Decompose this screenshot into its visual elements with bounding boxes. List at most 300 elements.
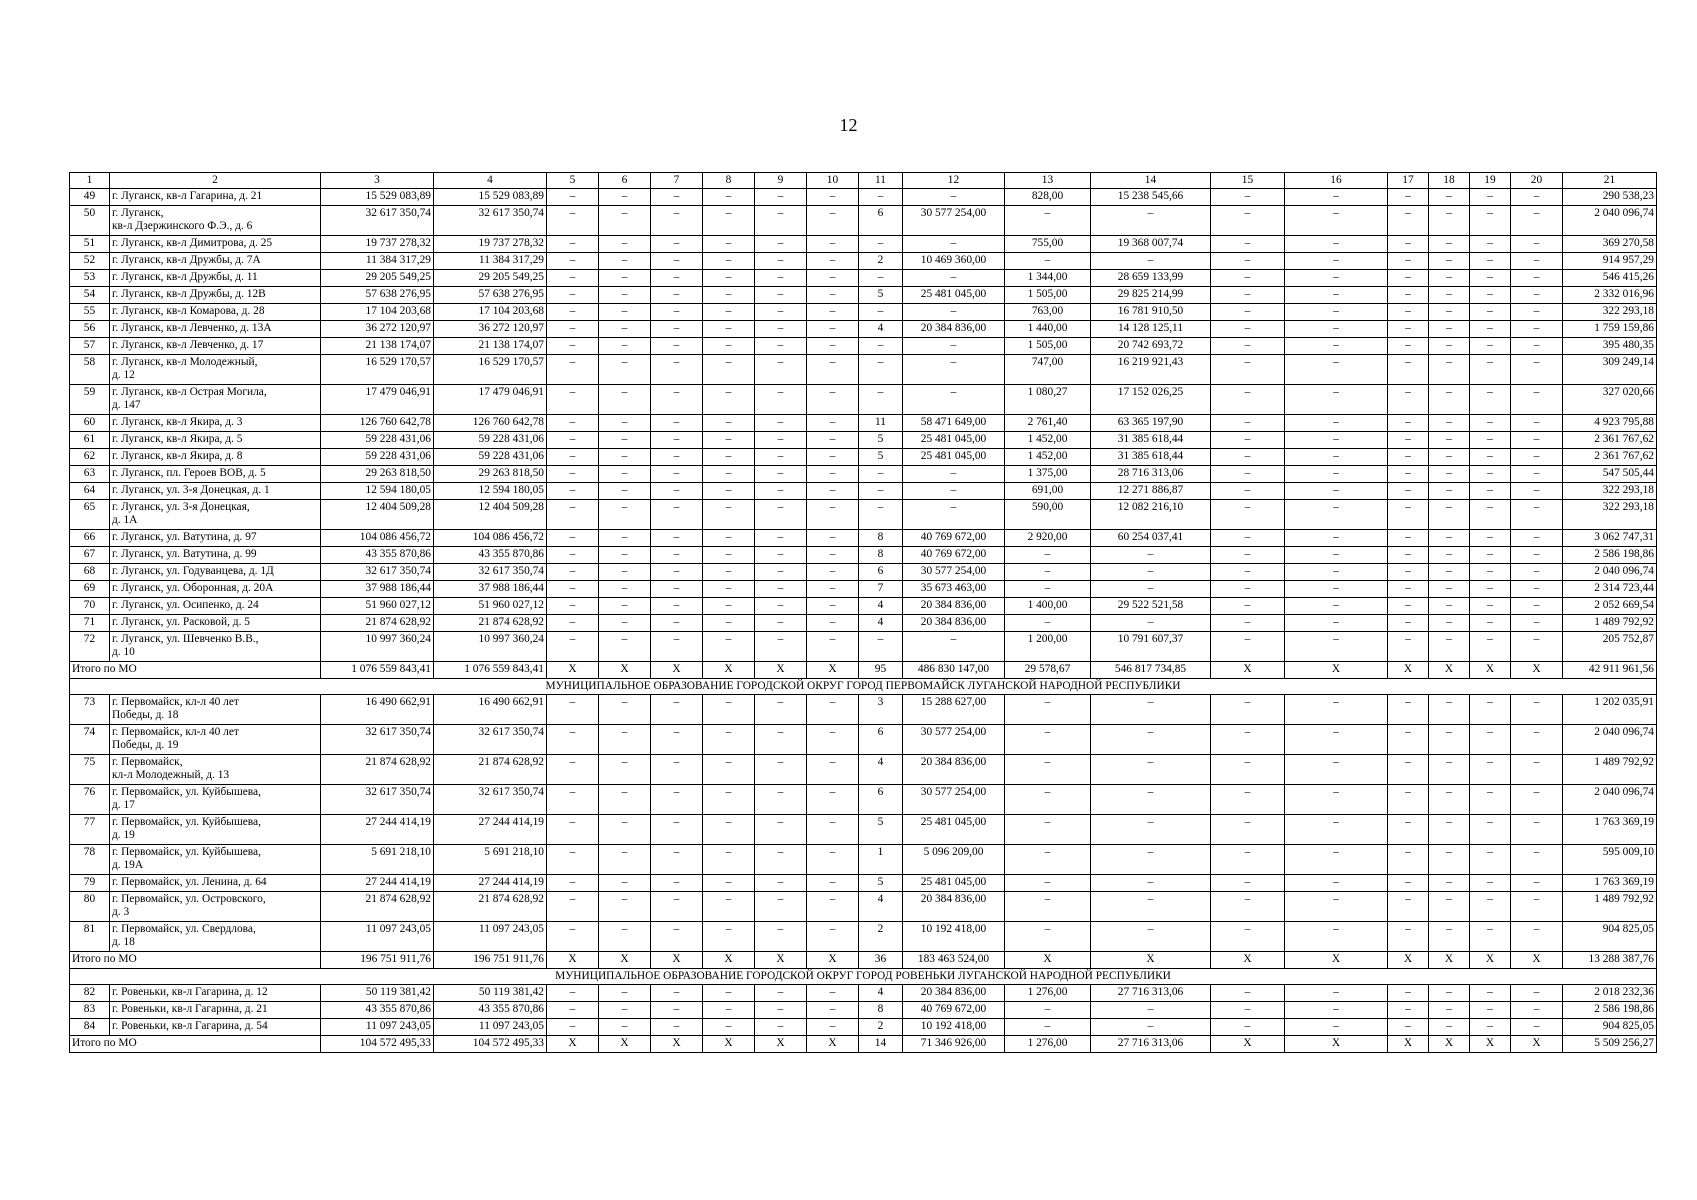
table-cell: 29 263 818,50 (321, 466, 434, 483)
table-cell: – (1470, 922, 1511, 952)
table-cell: – (1285, 355, 1388, 385)
table-cell: – (547, 304, 599, 321)
table-cell: – (703, 725, 755, 755)
table-cell: – (807, 632, 859, 662)
table-cell: – (1429, 304, 1470, 321)
table-cell: – (547, 287, 599, 304)
table-cell: X (1005, 952, 1091, 969)
table-cell: X (703, 662, 755, 679)
table-cell: – (1285, 483, 1388, 500)
table-cell: – (703, 236, 755, 253)
table-cell: – (807, 321, 859, 338)
table-cell: – (599, 500, 651, 530)
table-cell: – (547, 922, 599, 952)
table-cell: – (1211, 598, 1285, 615)
table-cell: – (1429, 815, 1470, 845)
table-cell: – (1285, 466, 1388, 483)
table-cell: 322 293,18 (1563, 500, 1657, 530)
table-cell: – (807, 922, 859, 952)
table-cell: г. Луганск, кв-л Молодежный, д. 12 (110, 355, 321, 385)
table-cell: – (1511, 253, 1563, 270)
column-header: 13 (1005, 173, 1091, 189)
table-cell: 58 (70, 355, 110, 385)
table-cell: – (755, 695, 807, 725)
table-cell: 62 (70, 449, 110, 466)
table-cell: 19 737 278,32 (321, 236, 434, 253)
table-cell: – (1511, 466, 1563, 483)
table-cell: 37 988 186,44 (434, 581, 547, 598)
table-cell: – (1470, 815, 1511, 845)
table-cell: 14 128 125,11 (1091, 321, 1211, 338)
table-cell: – (1211, 615, 1285, 632)
table-cell: – (755, 304, 807, 321)
table-cell: 4 923 795,88 (1563, 415, 1657, 432)
table-cell: г. Луганск, ул. 3-я Донецкая, д. 1А (110, 500, 321, 530)
table-cell: – (755, 206, 807, 236)
table-cell: – (1511, 632, 1563, 662)
table-cell: – (807, 432, 859, 449)
table-cell: – (807, 483, 859, 500)
table-cell: X (1211, 662, 1285, 679)
table-cell: – (903, 385, 1005, 415)
table-cell: – (807, 785, 859, 815)
table-row (70, 385, 1657, 415)
total-label: Итого по МО (70, 1036, 321, 1053)
table-cell: – (599, 615, 651, 632)
table-cell: – (1211, 815, 1285, 845)
column-header: 6 (599, 173, 651, 189)
column-header: 15 (1211, 173, 1285, 189)
table-cell: – (547, 725, 599, 755)
table-cell: – (1388, 321, 1429, 338)
table-cell: – (755, 321, 807, 338)
table-cell: – (755, 815, 807, 845)
table-cell: – (755, 189, 807, 206)
table-cell: X (1285, 662, 1388, 679)
table-cell: – (1388, 189, 1429, 206)
table-cell: – (1091, 547, 1211, 564)
table-cell: – (1211, 206, 1285, 236)
table-cell: – (1211, 1019, 1285, 1036)
table-cell: – (903, 466, 1005, 483)
table-cell: 81 (70, 922, 110, 952)
table-cell: 54 (70, 287, 110, 304)
table-cell: – (1285, 432, 1388, 449)
table-cell: 2 761,40 (1005, 415, 1091, 432)
table-cell: 20 384 836,00 (903, 985, 1005, 1002)
table-cell: – (1211, 755, 1285, 785)
table-cell: 19 737 278,32 (434, 236, 547, 253)
table-cell: – (1211, 581, 1285, 598)
table-cell: – (1388, 922, 1429, 952)
table-cell: 595 009,10 (1563, 845, 1657, 875)
table-cell: 904 825,05 (1563, 922, 1657, 952)
table-cell: – (1388, 615, 1429, 632)
table-row (70, 355, 1657, 385)
table-cell: – (1005, 755, 1091, 785)
table-cell: 21 874 628,92 (434, 892, 547, 922)
table-cell: – (651, 725, 703, 755)
table-cell: 1 505,00 (1005, 338, 1091, 355)
table-cell: – (1285, 270, 1388, 287)
table-cell: – (547, 892, 599, 922)
table-cell: – (651, 547, 703, 564)
table-cell: – (1470, 432, 1511, 449)
table-cell: – (903, 500, 1005, 530)
table-cell: – (1511, 449, 1563, 466)
table-cell: – (1285, 985, 1388, 1002)
table-cell: 196 751 911,76 (321, 952, 434, 969)
table-cell: 486 830 147,00 (903, 662, 1005, 679)
table-cell: – (703, 695, 755, 725)
table-cell: 11 097 243,05 (321, 1019, 434, 1036)
table-cell: 20 384 836,00 (903, 892, 1005, 922)
table-cell: – (755, 236, 807, 253)
table-cell: 59 (70, 385, 110, 415)
table-cell: – (807, 1002, 859, 1019)
table-cell: – (1091, 1002, 1211, 1019)
table-row (70, 236, 1657, 253)
table-cell: – (703, 206, 755, 236)
table-cell: – (1470, 530, 1511, 547)
table-cell: X (1211, 952, 1285, 969)
table-cell: 1 489 792,92 (1563, 892, 1657, 922)
table-cell: 2 040 096,74 (1563, 785, 1657, 815)
table-cell: – (547, 449, 599, 466)
column-header: 14 (1091, 173, 1211, 189)
table-cell: – (1211, 725, 1285, 755)
table-cell: – (755, 287, 807, 304)
table-cell: 3 062 747,31 (1563, 530, 1657, 547)
table-row (70, 785, 1657, 815)
table-cell: – (599, 355, 651, 385)
table-cell: – (599, 236, 651, 253)
table-cell: 31 385 618,44 (1091, 449, 1211, 466)
table-cell: г. Луганск, пл. Героев ВОВ, д. 5 (110, 466, 321, 483)
table-cell: 59 228 431,06 (434, 432, 547, 449)
table-cell: – (1511, 355, 1563, 385)
table-cell: 72 (70, 632, 110, 662)
table-cell: – (1285, 287, 1388, 304)
table-cell: – (547, 875, 599, 892)
table-cell: X (547, 952, 599, 969)
table-cell: – (807, 875, 859, 892)
table-cell: – (547, 564, 599, 581)
table-cell: 75 (70, 755, 110, 785)
table-cell: – (547, 270, 599, 287)
table-cell: г. Луганск, кв-л Димитрова, д. 25 (110, 236, 321, 253)
table-cell: – (1470, 270, 1511, 287)
table-cell: – (1511, 432, 1563, 449)
table-cell: 546 817 734,85 (1091, 662, 1211, 679)
table-cell: 74 (70, 725, 110, 755)
table-cell: – (807, 466, 859, 483)
table-cell: 183 463 524,00 (903, 952, 1005, 969)
table-cell: – (703, 892, 755, 922)
table-cell: 10 469 360,00 (903, 253, 1005, 270)
table-cell: – (599, 1019, 651, 1036)
table-cell: – (1470, 564, 1511, 581)
table-cell: 11 097 243,05 (321, 922, 434, 952)
table-cell: – (755, 338, 807, 355)
table-cell: – (1511, 547, 1563, 564)
table-cell: – (1285, 922, 1388, 952)
table-cell: г. Первомайск, ул. Островского, д. 3 (110, 892, 321, 922)
column-header: 21 (1563, 173, 1657, 189)
table-cell: – (807, 385, 859, 415)
table-cell: – (1091, 1019, 1211, 1036)
table-cell: – (1211, 785, 1285, 815)
table-cell: – (807, 615, 859, 632)
table-cell: – (1429, 615, 1470, 632)
table-cell: г. Первомайск, ул. Куйбышева, д. 17 (110, 785, 321, 815)
table-cell: 547 505,44 (1563, 466, 1657, 483)
table-cell: 52 (70, 253, 110, 270)
table-cell: 1 489 792,92 (1563, 755, 1657, 785)
table-cell: – (807, 415, 859, 432)
table-cell: – (1388, 725, 1429, 755)
table-cell: – (903, 483, 1005, 500)
table-cell: – (1285, 1019, 1388, 1036)
table-cell: – (1005, 1019, 1091, 1036)
table-cell: – (1470, 845, 1511, 875)
table-cell: – (599, 875, 651, 892)
table-cell: – (1429, 875, 1470, 892)
table-cell: 1 076 559 843,41 (321, 662, 434, 679)
table-cell: – (1388, 785, 1429, 815)
table-cell: 29 825 214,99 (1091, 287, 1211, 304)
table-cell: г. Луганск, кв-л Якира, д. 8 (110, 449, 321, 466)
column-header: 19 (1470, 173, 1511, 189)
table-cell: – (1388, 500, 1429, 530)
table-cell: 4 (859, 598, 903, 615)
table-cell: – (651, 922, 703, 952)
table-cell: 36 272 120,97 (434, 321, 547, 338)
table-cell: 1 452,00 (1005, 449, 1091, 466)
table-cell: 4 (859, 755, 903, 785)
table-cell: – (703, 189, 755, 206)
table-cell: – (807, 270, 859, 287)
table-cell: – (1211, 530, 1285, 547)
table-row (70, 270, 1657, 287)
table-cell: – (599, 922, 651, 952)
table-cell: – (859, 500, 903, 530)
table-cell: – (599, 564, 651, 581)
table-cell: г. Луганск, кв-л Левченко, д. 13А (110, 321, 321, 338)
table-cell: 2 332 016,96 (1563, 287, 1657, 304)
table-cell: 16 781 910,50 (1091, 304, 1211, 321)
table-cell: – (755, 466, 807, 483)
table-cell: – (1005, 206, 1091, 236)
table-cell: – (755, 432, 807, 449)
table-row (70, 287, 1657, 304)
table-cell: 1 452,00 (1005, 432, 1091, 449)
table-cell: – (807, 206, 859, 236)
table-cell: – (1211, 449, 1285, 466)
table-cell: 10 791 607,37 (1091, 632, 1211, 662)
total-row (70, 952, 1657, 969)
table-cell: – (903, 236, 1005, 253)
table-cell: – (1470, 304, 1511, 321)
table-cell: – (1470, 581, 1511, 598)
table-cell: – (1285, 1002, 1388, 1019)
table-cell: 1 400,00 (1005, 598, 1091, 615)
table-cell: 691,00 (1005, 483, 1091, 500)
data-table (69, 172, 1657, 1053)
table-cell: – (1511, 500, 1563, 530)
table-cell: – (1388, 206, 1429, 236)
table-cell: – (703, 564, 755, 581)
table-cell: 32 617 350,74 (321, 564, 434, 581)
table-cell: 42 911 961,56 (1563, 662, 1657, 679)
table-cell: – (651, 1002, 703, 1019)
table-cell: 20 384 836,00 (903, 598, 1005, 615)
table-cell: 50 119 381,42 (434, 985, 547, 1002)
table-cell: – (651, 321, 703, 338)
table-cell: – (1429, 598, 1470, 615)
table-cell: X (1511, 952, 1563, 969)
section-row (70, 969, 1657, 985)
table-cell: 11 097 243,05 (434, 922, 547, 952)
table-cell: 2 586 198,86 (1563, 1002, 1657, 1019)
table-cell: 31 385 618,44 (1091, 432, 1211, 449)
table-cell: 50 (70, 206, 110, 236)
table-cell: – (599, 321, 651, 338)
table-cell: – (703, 385, 755, 415)
table-cell: 40 769 672,00 (903, 530, 1005, 547)
table-cell: – (755, 892, 807, 922)
table-cell: X (1285, 952, 1388, 969)
table-cell: X (807, 662, 859, 679)
table-cell: – (547, 615, 599, 632)
table-cell: – (807, 755, 859, 785)
table-cell: 763,00 (1005, 304, 1091, 321)
table-cell: – (599, 287, 651, 304)
table-cell: – (547, 385, 599, 415)
table-cell: – (1285, 632, 1388, 662)
table-row (70, 815, 1657, 845)
table-cell: 21 874 628,92 (321, 755, 434, 785)
table-cell: – (703, 530, 755, 547)
table-cell: 30 577 254,00 (903, 785, 1005, 815)
table-cell: г. Луганск, кв-л Левченко, д. 17 (110, 338, 321, 355)
table-cell: – (1511, 206, 1563, 236)
table-cell: – (1005, 815, 1091, 845)
table-cell: 11 384 317,29 (321, 253, 434, 270)
table-cell: 29 205 549,25 (434, 270, 547, 287)
table-cell: – (1429, 500, 1470, 530)
table-cell: – (807, 985, 859, 1002)
table-cell: – (1470, 875, 1511, 892)
table-cell: 20 742 693,72 (1091, 338, 1211, 355)
table-cell: 29 263 818,50 (434, 466, 547, 483)
table-cell: 67 (70, 547, 110, 564)
table-cell: X (1429, 662, 1470, 679)
table-cell: 51 960 027,12 (321, 598, 434, 615)
table-cell: 27 716 313,06 (1091, 985, 1211, 1002)
table-cell: г. Первомайск, кл-л 40 лет Победы, д. 18 (110, 695, 321, 725)
table-cell: 64 (70, 483, 110, 500)
table-cell: – (859, 466, 903, 483)
table-cell: 1 080,27 (1005, 385, 1091, 415)
table-cell: – (1511, 615, 1563, 632)
table-cell: – (1511, 270, 1563, 287)
table-cell: 71 (70, 615, 110, 632)
table-cell: – (1285, 321, 1388, 338)
table-cell: 12 082 216,10 (1091, 500, 1211, 530)
total-label: Итого по МО (70, 662, 321, 679)
table-cell: – (1005, 695, 1091, 725)
table-cell: – (1388, 287, 1429, 304)
table-cell: – (1511, 695, 1563, 725)
table-cell: 1 375,00 (1005, 466, 1091, 483)
table-cell: 27 244 414,19 (321, 815, 434, 845)
table-cell: – (1285, 845, 1388, 875)
table-cell: – (1470, 449, 1511, 466)
table-cell: – (1285, 304, 1388, 321)
table-cell: X (1211, 1036, 1285, 1053)
table-cell: – (1285, 206, 1388, 236)
column-header: 8 (703, 173, 755, 189)
table-cell: – (1211, 287, 1285, 304)
table-cell: – (807, 1019, 859, 1036)
table-cell: 828,00 (1005, 189, 1091, 206)
table-row (70, 338, 1657, 355)
table-cell: 29 522 521,58 (1091, 598, 1211, 615)
table-cell: X (807, 1036, 859, 1053)
table-cell: – (1470, 985, 1511, 1002)
table-cell: – (807, 598, 859, 615)
table-cell: – (1511, 815, 1563, 845)
table-cell: – (703, 338, 755, 355)
table-cell: 95 (859, 662, 903, 679)
table-cell: – (1470, 500, 1511, 530)
table-cell: – (1285, 615, 1388, 632)
table-cell: – (859, 355, 903, 385)
table-cell: – (1429, 270, 1470, 287)
table-cell: 25 481 045,00 (903, 432, 1005, 449)
table-cell: 71 346 926,00 (903, 1036, 1005, 1053)
table-cell: – (599, 483, 651, 500)
table-cell: – (1470, 287, 1511, 304)
table-cell: X (755, 662, 807, 679)
table-cell: – (703, 785, 755, 815)
table-cell: 12 271 886,87 (1091, 483, 1211, 500)
table-cell: – (1388, 304, 1429, 321)
table-cell: – (651, 500, 703, 530)
table-cell: – (547, 483, 599, 500)
table-cell: – (1285, 385, 1388, 415)
table-row (70, 483, 1657, 500)
table-cell: – (1511, 581, 1563, 598)
table-cell: 6 (859, 206, 903, 236)
table-row (70, 875, 1657, 892)
table-cell: X (599, 1036, 651, 1053)
table-cell: – (1429, 338, 1470, 355)
table-row (70, 466, 1657, 483)
column-header: 2 (110, 173, 321, 189)
table-cell: 32 617 350,74 (434, 785, 547, 815)
table-cell: – (703, 875, 755, 892)
table-cell: X (1388, 952, 1429, 969)
table-cell: 2 (859, 1019, 903, 1036)
table-cell: – (1511, 785, 1563, 815)
table-cell: – (1211, 547, 1285, 564)
table-cell: 2 018 232,36 (1563, 985, 1657, 1002)
table-cell: – (903, 189, 1005, 206)
table-cell: 5 (859, 287, 903, 304)
table-cell: – (651, 483, 703, 500)
